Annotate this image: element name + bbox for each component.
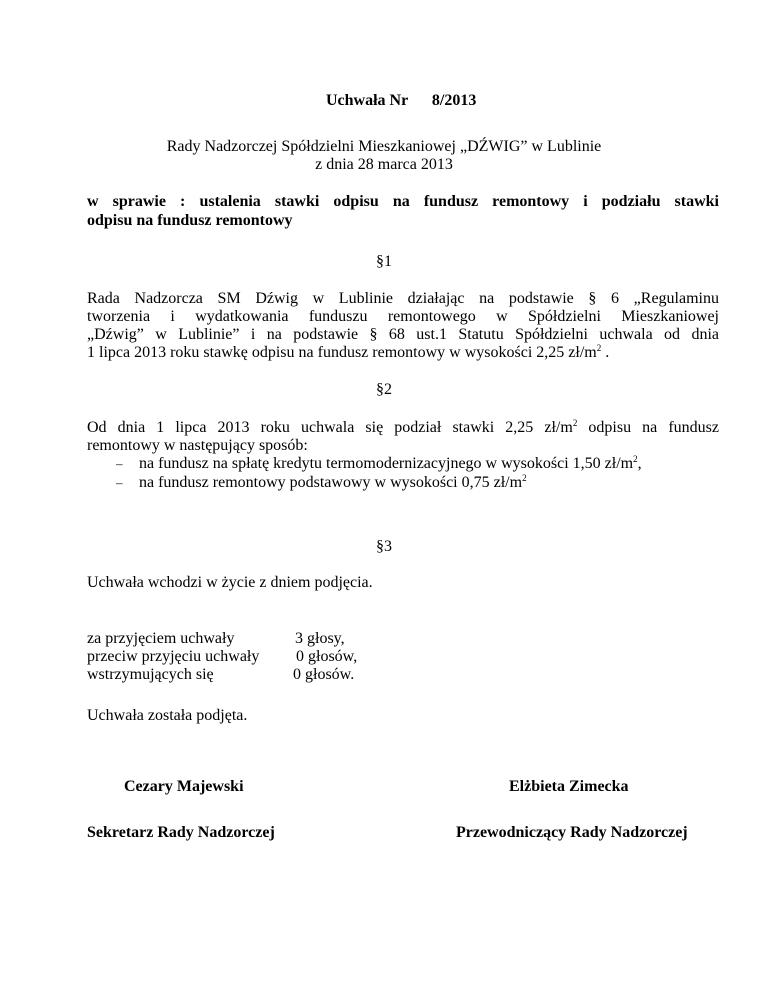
section-3-text: Uchwała wchodzi w życie z dniem podjęcia. (87, 574, 373, 591)
title-label: Uchwała Nr (326, 92, 408, 109)
superscript: 2 (633, 454, 638, 464)
subject-line-2: odpisu na fundusz remontowy (87, 212, 293, 229)
signature-right-role: Przewodniczący Rady Nadzorczej (456, 824, 688, 841)
section-1-line-4-end: . (601, 344, 610, 361)
section-1-line-3: „Dźwig” w Lublinie” i na podstawie § 68 ust.1 Statutu Spółdzielni uchwala od dnia (87, 326, 719, 343)
section-3-heading: §3 (376, 538, 392, 555)
list-item-1-end: , (637, 455, 642, 472)
header-line-1: Rady Nadzorczej Spółdzielni Mieszkaniowej „DŹWIG” w Lublinie (166, 138, 602, 155)
section-2-line-1-b: odpisu na fundusz (577, 419, 720, 436)
superscript: 2 (572, 418, 578, 428)
vote-label: przeciw przyjęciu uchwały (87, 648, 260, 665)
vote-value: 0 głosów. (293, 666, 355, 683)
header-line-2: z dnia 28 marca 2013 (315, 156, 453, 173)
section-1-line-4 (87, 344, 609, 362)
list-item-2 (139, 474, 527, 492)
superscript: 2 (596, 343, 602, 353)
section-2-line-1-a: Od dnia 1 lipca 2013 roku uchwala się podział stawki 2,25 zł/m (87, 419, 573, 436)
list-item-2-text: na fundusz remontowy podstawowy w wysokości 0,75 zł/m (139, 474, 523, 491)
vote-label: wstrzymujących się (87, 666, 214, 683)
vote-value: 0 głosów, (296, 648, 358, 665)
section-1-heading: §1 (376, 253, 392, 270)
list-item-1 (139, 455, 642, 473)
bullet-dash: – (116, 475, 123, 490)
section-1-line-4-text: 1 lipca 2013 roku stawkę odpisu na fundusz remontowy w wysokości 2,25 zł/m (87, 344, 597, 361)
section-2-line-2: remontowy w następujący sposób: (87, 437, 308, 454)
result-text: Uchwała została podjęta. (87, 707, 248, 724)
subject-line-1: w sprawie : ustalenia stawki odpisu na fundusz remontowy i podziału stawki (87, 193, 719, 210)
vote-value: 3 głosy, (295, 630, 345, 647)
signature-left-role: Sekretarz Rady Nadzorczej (87, 824, 275, 841)
signature-right-name: Elżbieta Zimecka (509, 778, 629, 795)
vote-label: za przyjęciem uchwały (87, 630, 235, 647)
resolution-title (326, 92, 476, 110)
superscript: 2 (522, 473, 527, 483)
section-1-line-2: tworzenia i wydatkowania funduszu remontowego w Spółdzielni Mieszkaniowej (87, 308, 719, 325)
section-2-heading: §2 (376, 381, 392, 398)
section-2-line-1 (87, 419, 719, 437)
signature-left-name: Cezary Majewski (124, 778, 244, 795)
title-number: 8/2013 (431, 92, 477, 109)
list-item-1-text: na fundusz na spłatę kredytu termomodernizacyjnego w wysokości 1,50 zł/m (139, 455, 634, 472)
bullet-dash: – (116, 456, 123, 471)
section-1-line-1: Rada Nadzorcza SM Dźwig w Lublinie działając na podstawie § 6 „Regulaminu (87, 290, 719, 307)
